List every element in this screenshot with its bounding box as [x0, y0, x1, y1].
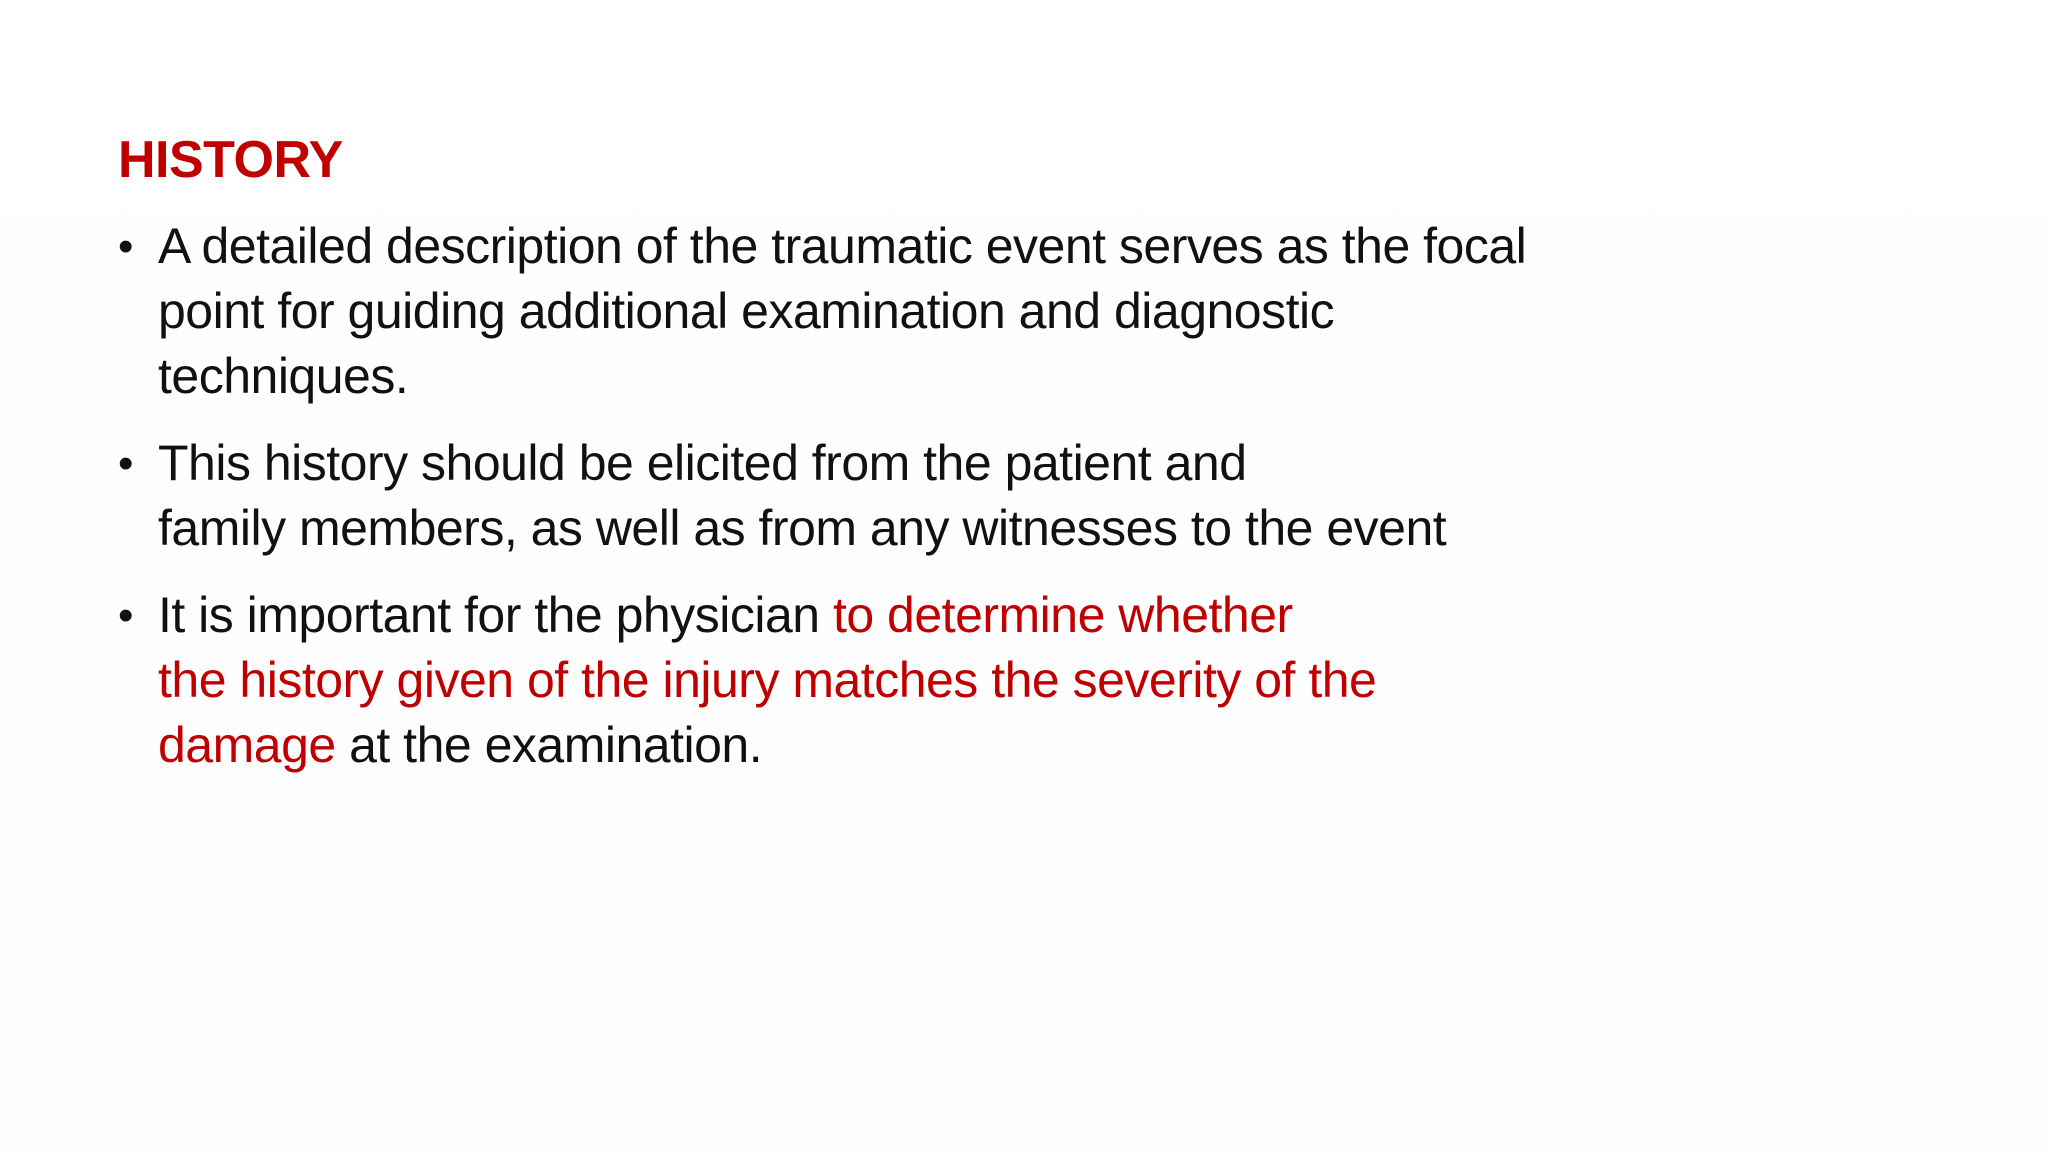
bullet-item [118, 214, 1758, 409]
bullet-text-line: family members, as well as from any witnesses to the event [158, 500, 1447, 556]
plain-text: at the examination. [335, 717, 763, 773]
bullet-item [118, 431, 1758, 561]
bullet-text-line: techniques. [158, 348, 409, 404]
bullet-item [118, 583, 1758, 778]
highlighted-text-line: the history given of the injury matches the severity of the [158, 652, 1377, 708]
bullet-text-line [158, 583, 1758, 648]
bullet-icon: • [118, 222, 133, 271]
highlighted-text: damage [158, 717, 336, 773]
bullet-text-line: A detailed description of the traumatic event serves as the focal [158, 218, 1527, 274]
bullet-text-line [158, 713, 1758, 778]
slide-title: HISTORY [118, 131, 343, 189]
highlighted-text: to determine whether [832, 587, 1293, 643]
bullet-text-line: point for guiding additional examination and diagnostic [158, 283, 1335, 339]
bullet-icon: • [118, 591, 133, 640]
bullet-icon: • [118, 439, 133, 488]
bullet-list [118, 214, 1758, 800]
bullet-text-line: This history should be elicited from the patient and [158, 435, 1247, 491]
plain-text: It is important for the physician [158, 587, 833, 643]
